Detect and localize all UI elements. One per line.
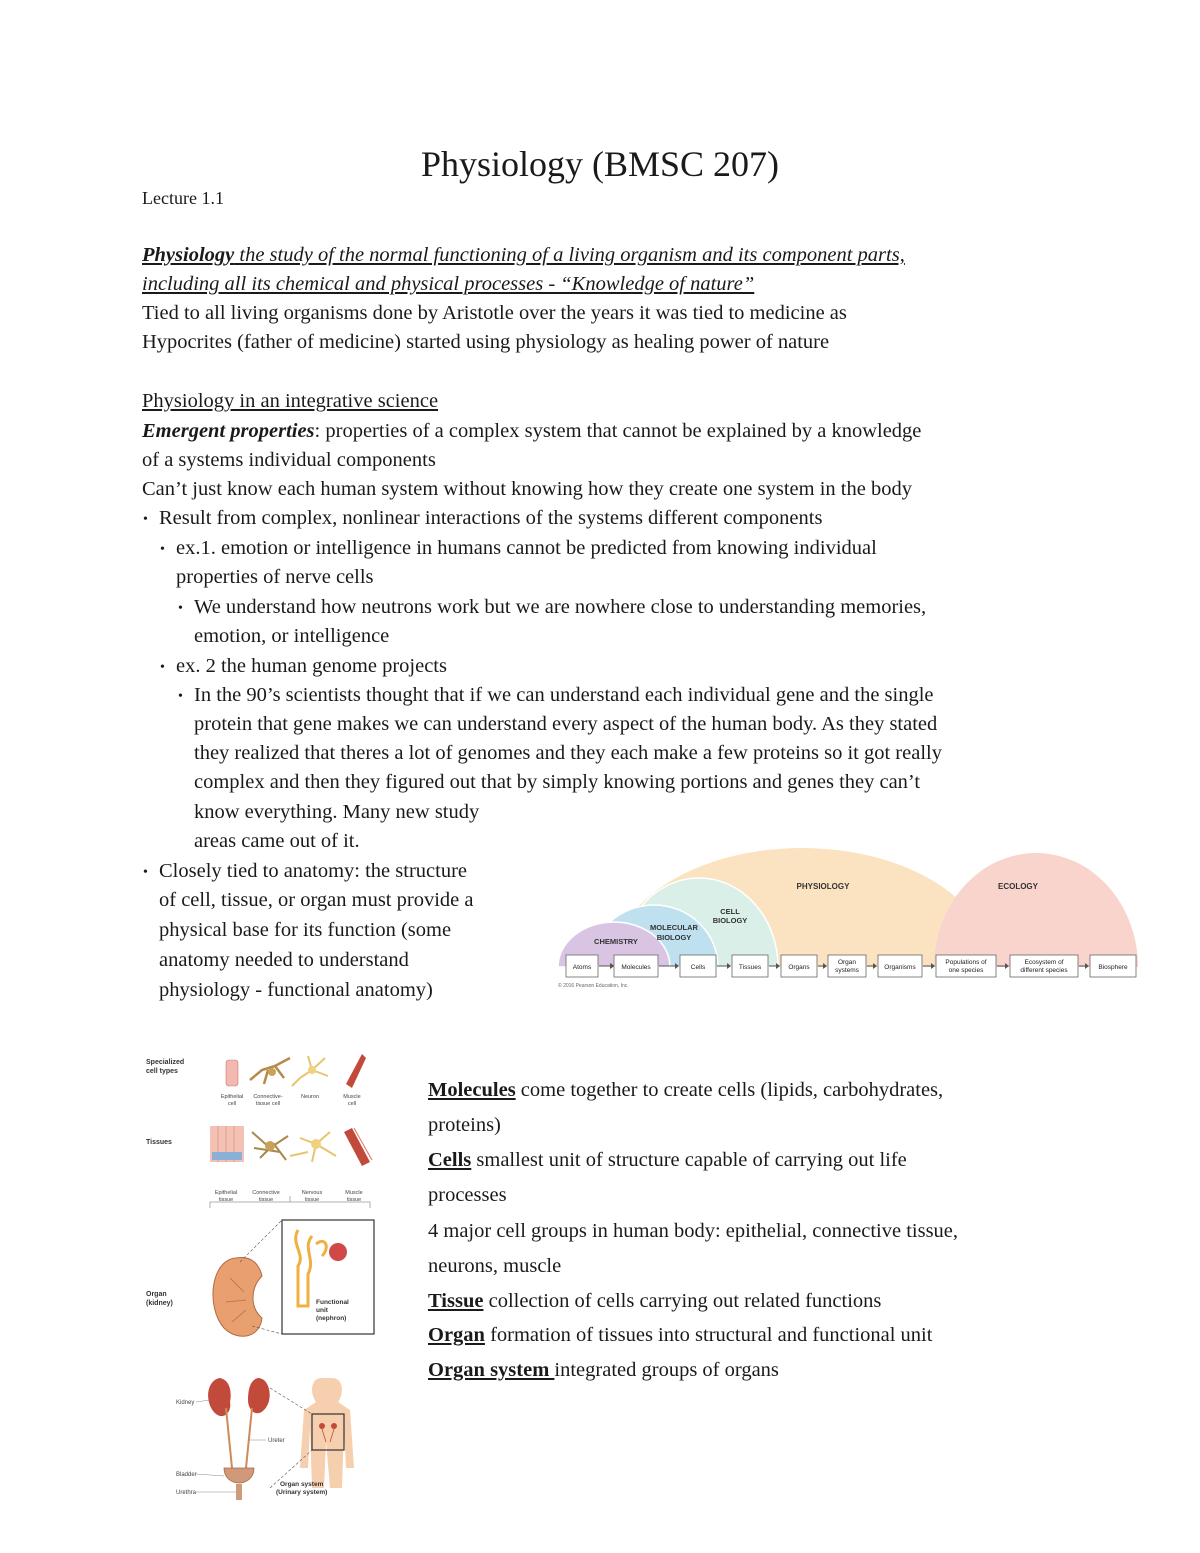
- box-label: Organ: [837, 959, 857, 966]
- cell-label: Connective-: [253, 1094, 283, 1100]
- organ-system-line: [428, 1353, 779, 1388]
- molecular-label: BIOLOGY: [656, 933, 692, 942]
- bullet-5-line-6: areas came out of it.: [194, 830, 360, 852]
- ureter-icon: [226, 1408, 252, 1468]
- tissue-label: Muscle: [345, 1190, 363, 1196]
- emergent-line-1: [142, 417, 921, 446]
- bullet-6-line-5: physiology - functional anatomy): [159, 979, 433, 1001]
- organ-label: (kidney): [146, 1300, 173, 1307]
- bullet-5-line-2: protein that gene makes we can understand every aspect of the human body. As they stated: [194, 713, 938, 735]
- cell-label: Muscle: [343, 1094, 361, 1100]
- tissue-label: Epithelial: [214, 1190, 238, 1196]
- bullet-3-line-2: emotion, or intelligence: [194, 625, 390, 647]
- definition-text-1: the study of the normal functioning of a living organism and its component parts,: [234, 244, 905, 266]
- cell-label: tissue cell: [255, 1101, 281, 1107]
- cell-types: [226, 1054, 366, 1088]
- copyright: © 2016 Pearson Education, Inc.: [558, 983, 629, 989]
- muscle-cell-icon: [346, 1054, 366, 1088]
- tissue-label: Connective: [252, 1190, 280, 1196]
- bullet-6-line-3: physical base for its function (some: [159, 919, 452, 941]
- ureter-label: Ureter: [268, 1438, 285, 1444]
- molecules-text: come together to create cells (lipids, carbohydrates,: [515, 1079, 944, 1101]
- epithelial-cell-icon: [226, 1060, 238, 1086]
- cell-label: cell: [347, 1101, 357, 1107]
- organ-system-label: Organ system: [280, 1481, 324, 1488]
- groups-line-1: 4 major cell groups in human body: epithelial, connective tissue,: [428, 1220, 959, 1242]
- cells-line-2: processes: [428, 1184, 507, 1206]
- emergent-term: Emergent properties: [142, 420, 315, 442]
- box-label: Cells: [690, 964, 706, 971]
- organ-system-label: (Urinary system): [276, 1489, 328, 1496]
- box-label: Organs: [788, 964, 810, 971]
- cells-text: smallest unit of structure capable of carrying out life: [471, 1149, 907, 1171]
- bullet-5-line-1: In the 90’s scientists thought that if we can understand each individual gene and the single: [194, 684, 934, 706]
- definition-text-2: including all its chemical and physical processes - “Knowledge of nature”: [142, 273, 755, 295]
- urethra-icon: [236, 1484, 242, 1500]
- page-title: Physiology (BMSC 207): [420, 144, 780, 184]
- bladder-label: Bladder: [176, 1472, 197, 1478]
- box-label: Populations of: [945, 959, 987, 966]
- bullet-2-line-2: properties of nerve cells: [176, 566, 374, 588]
- box-label: Ecosystem of: [1024, 959, 1064, 966]
- functional-unit-label: unit: [316, 1307, 328, 1314]
- hierarchy-figure: [552, 848, 1144, 990]
- neuron-icon: [308, 1066, 316, 1074]
- bullet-dot: •: [178, 689, 183, 704]
- box-label: Biosphere: [1098, 964, 1128, 971]
- organization-figure: [140, 1048, 390, 1506]
- ecology-label: ECOLOGY: [997, 882, 1039, 891]
- cant-know-line: Can’t just know each human system without knowing how they create one system in the body: [142, 478, 912, 500]
- molecules-term: Molecules: [428, 1079, 516, 1101]
- bullet-6-line-2: of cell, tissue, or organ must provide a: [159, 889, 474, 911]
- chemistry-label: CHEMISTRY: [594, 937, 638, 946]
- tissue-text: collection of cells carrying out related functions: [483, 1290, 882, 1312]
- box-label: different species: [1020, 967, 1068, 974]
- bladder-icon: [224, 1468, 254, 1483]
- specialized-label: cell types: [146, 1068, 178, 1075]
- cell-label: Epithelial: [220, 1094, 244, 1100]
- tissue-label: tissue: [346, 1197, 362, 1203]
- history-line-2: Hypocrites (father of medicine) started using physiology as healing power of nature: [142, 331, 830, 353]
- tissue-label: tissue: [304, 1197, 320, 1203]
- cell-label: Neuron: [300, 1094, 320, 1100]
- history-line-1: Tied to all living organisms done by Aristotle over the years it was tied to medicine as: [142, 302, 847, 324]
- tissue-label: tissue: [218, 1197, 234, 1203]
- bullet-5-line-5: know everything. Many new study: [194, 801, 480, 823]
- bullet-6-line-1: Closely tied to anatomy: the structure: [159, 860, 468, 882]
- lecture-label: Lecture 1.1: [142, 188, 224, 208]
- organ-system-text: integrated groups of organs: [554, 1359, 779, 1381]
- section-heading: Physiology in an integrative science: [142, 390, 439, 412]
- box-label: one species: [948, 967, 984, 974]
- definition-line-1: [142, 241, 905, 270]
- cell-biology-label: CELL: [720, 907, 740, 916]
- box-label: Tissues: [738, 964, 762, 971]
- bullet-3-line-1: We understand how neutrons work but we are nowhere close to understanding memories,: [194, 596, 927, 618]
- cell-label: cell: [227, 1101, 237, 1107]
- tissue-label: Nervous: [301, 1190, 323, 1196]
- specialized-label: Specialized: [146, 1059, 185, 1066]
- bullet-2-line-1: ex.1. emotion or intelligence in humans cannot be predicted from knowing individual: [176, 537, 877, 559]
- glomerulus-icon: [329, 1243, 347, 1261]
- molecules-line-2: proteins): [428, 1114, 501, 1136]
- definition-term: Physiology: [142, 244, 235, 266]
- bullet-6-line-4: anatomy needed to understand: [159, 949, 409, 971]
- bullet-5-line-3: they realized that theres a lot of genomes and they each make a few proteins so it got really: [194, 742, 942, 764]
- bullet-dot: •: [143, 512, 148, 527]
- organ-label: Organ: [146, 1291, 167, 1298]
- bullet-5-line-4: complex and then they figured out that by simply knowing portions and genes they can’t: [194, 771, 921, 793]
- cells-line-1: [428, 1143, 907, 1178]
- bullet-4: ex. 2 the human genome projects: [176, 655, 447, 677]
- urethra-label: Urethra: [176, 1490, 197, 1496]
- emergent-text-2: of a systems individual components: [142, 449, 436, 471]
- functional-unit-label: Functional: [316, 1299, 349, 1306]
- functional-unit-label: (nephron): [316, 1315, 347, 1322]
- connective-cell-icon: [268, 1068, 276, 1076]
- tissues-label: Tissues: [146, 1139, 172, 1146]
- bullet-dot: •: [160, 660, 165, 675]
- cell-biology-label: BIOLOGY: [712, 916, 748, 925]
- emergent-text-1: : properties of a complex system that cannot be explained by a knowledge: [314, 420, 922, 442]
- human-body-icon: [300, 1378, 354, 1488]
- box-label: Organisms: [884, 964, 916, 971]
- organ-text: formation of tissues into structural and functional unit: [484, 1324, 933, 1346]
- epithelial-nuclei: [212, 1152, 242, 1160]
- ecology-dome: [934, 853, 1138, 967]
- bullet-dot: •: [178, 601, 183, 616]
- box-label: systems: [835, 967, 859, 974]
- tissue-label: tissue: [258, 1197, 274, 1203]
- organ-system-term: Organ system: [428, 1359, 555, 1381]
- tissue-term: Tissue: [428, 1290, 484, 1312]
- box-label: Atoms: [572, 964, 592, 971]
- tissue-line: [428, 1284, 881, 1319]
- tissues-row: [210, 1126, 372, 1166]
- bullet-dot: •: [143, 865, 148, 880]
- kidney-icon: [208, 1378, 231, 1416]
- kidney-organ-icon: [213, 1258, 262, 1337]
- bullet-1: Result from complex, nonlinear interactions of the systems different components: [159, 507, 823, 529]
- molecular-label: MOLECULAR: [650, 923, 698, 932]
- cells-term: Cells: [428, 1149, 472, 1171]
- organ-line: [428, 1318, 932, 1353]
- organ-term: Organ: [428, 1324, 485, 1346]
- bullet-dot: •: [160, 542, 165, 557]
- box-label: Molecules: [621, 964, 651, 971]
- molecules-line-1: [428, 1073, 943, 1108]
- kidney-label: Kidney: [176, 1400, 195, 1406]
- physiology-label: PHYSIOLOGY: [796, 882, 850, 891]
- groups-line-2: neurons, muscle: [428, 1255, 562, 1277]
